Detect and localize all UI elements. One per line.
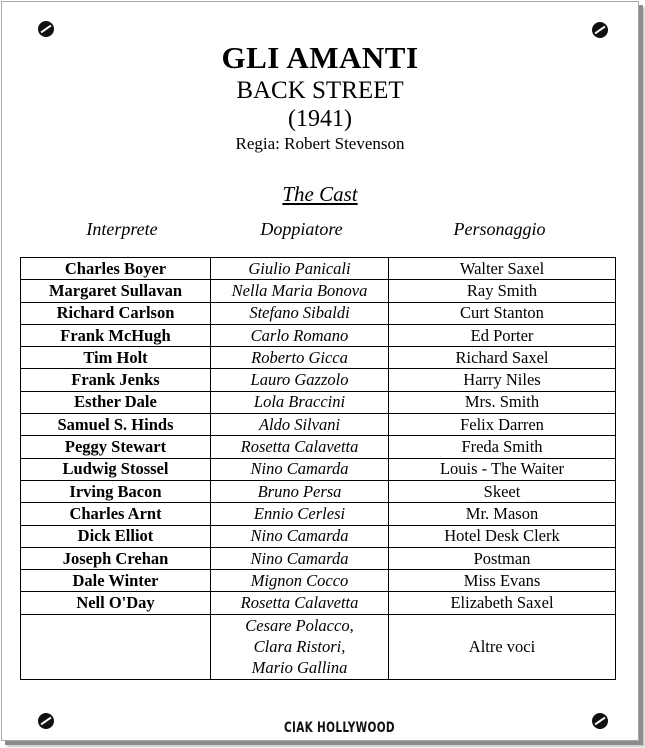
character-cell: Felix Darren bbox=[389, 414, 616, 436]
table-row bbox=[21, 458, 616, 480]
dubber-cell: Stefano Sibaldi bbox=[211, 302, 389, 324]
table-row bbox=[21, 280, 616, 302]
character-cell: Elizabeth Saxel bbox=[389, 592, 616, 614]
dubber-cell: Ennio Cerlesi bbox=[211, 503, 389, 525]
table-row-other-voices bbox=[21, 614, 616, 679]
character-cell: Skeet bbox=[389, 480, 616, 502]
screw-top-left-icon bbox=[38, 21, 54, 37]
film-year: (1941) bbox=[288, 106, 352, 132]
other-voices-actor-cell bbox=[21, 614, 211, 679]
table-row bbox=[21, 525, 616, 547]
dubber-cell: Giulio Panicali bbox=[211, 258, 389, 280]
character-cell: Curt Stanton bbox=[389, 302, 616, 324]
table-row bbox=[21, 302, 616, 324]
dubber-cell: Mignon Cocco bbox=[211, 570, 389, 592]
dubber-cell: Rosetta Calavetta bbox=[211, 592, 389, 614]
table-row bbox=[21, 570, 616, 592]
dubber-cell: Carlo Romano bbox=[211, 324, 389, 346]
actor-cell: Frank Jenks bbox=[21, 369, 211, 391]
other-voices-dubber: Cesare Polacco, bbox=[245, 616, 354, 636]
actor-cell: Samuel S. Hinds bbox=[21, 414, 211, 436]
actor-cell: Nell O'Day bbox=[21, 592, 211, 614]
table-row bbox=[21, 547, 616, 569]
cast-card bbox=[1, 1, 639, 741]
character-cell: Louis - The Waiter bbox=[389, 458, 616, 480]
director-credit: Regia: Robert Stevenson bbox=[235, 134, 405, 153]
actor-cell: Ludwig Stossel bbox=[21, 458, 211, 480]
actor-cell: Dick Elliot bbox=[21, 525, 211, 547]
column-header-actor: Interprete bbox=[86, 219, 158, 239]
character-cell: Freda Smith bbox=[389, 436, 616, 458]
table-row bbox=[21, 436, 616, 458]
film-title: GLI AMANTI bbox=[221, 40, 419, 75]
table-row bbox=[21, 369, 616, 391]
table-row bbox=[21, 391, 616, 413]
dubber-cell: Nella Maria Bonova bbox=[211, 280, 389, 302]
actor-cell: Tim Holt bbox=[21, 347, 211, 369]
actor-cell: Charles Arnt bbox=[21, 503, 211, 525]
dubber-cell: Nino Camarda bbox=[211, 458, 389, 480]
character-cell: Ed Porter bbox=[389, 324, 616, 346]
character-cell: Richard Saxel bbox=[389, 347, 616, 369]
other-voices-dubber: Mario Gallina bbox=[251, 658, 348, 678]
other-voices-dubbers-cell bbox=[211, 614, 389, 679]
screw-bottom-left-icon bbox=[38, 713, 54, 729]
table-row bbox=[21, 480, 616, 502]
table-row bbox=[21, 347, 616, 369]
dubber-cell: Nino Camarda bbox=[211, 525, 389, 547]
original-title: BACK STREET bbox=[236, 77, 404, 104]
table-row bbox=[21, 324, 616, 346]
screw-top-right-icon bbox=[592, 22, 608, 38]
actor-cell: Esther Dale bbox=[21, 391, 211, 413]
character-cell: Postman bbox=[389, 547, 616, 569]
column-header-character: Personaggio bbox=[453, 219, 546, 239]
actor-cell: Dale Winter bbox=[21, 570, 211, 592]
table-row bbox=[21, 414, 616, 436]
character-cell: Hotel Desk Clerk bbox=[389, 525, 616, 547]
character-cell: Mrs. Smith bbox=[389, 391, 616, 413]
cast-heading: The Cast bbox=[282, 182, 358, 206]
actor-cell: Richard Carlson bbox=[21, 302, 211, 324]
other-voices-dubber: Clara Ristori, bbox=[253, 637, 346, 657]
dubber-cell: Nino Camarda bbox=[211, 547, 389, 569]
actor-cell: Charles Boyer bbox=[21, 258, 211, 280]
actor-cell: Margaret Sullavan bbox=[21, 280, 211, 302]
dubber-cell: Rosetta Calavetta bbox=[211, 436, 389, 458]
dubber-cell: Lauro Gazzolo bbox=[211, 369, 389, 391]
character-cell: Ray Smith bbox=[389, 280, 616, 302]
dubber-cell: Lola Braccini bbox=[211, 391, 389, 413]
actor-cell: Irving Bacon bbox=[21, 480, 211, 502]
character-cell: Walter Saxel bbox=[389, 258, 616, 280]
character-cell: Miss Evans bbox=[389, 570, 616, 592]
table-row bbox=[21, 503, 616, 525]
cast-table bbox=[20, 257, 616, 680]
column-header-dubber: Doppiatore bbox=[260, 219, 343, 239]
screw-bottom-right-icon bbox=[592, 713, 608, 729]
character-cell: Harry Niles bbox=[389, 369, 616, 391]
table-row bbox=[21, 258, 616, 280]
actor-cell: Joseph Crehan bbox=[21, 547, 211, 569]
dubber-cell: Aldo Silvani bbox=[211, 414, 389, 436]
table-row bbox=[21, 592, 616, 614]
dubber-cell: Roberto Gicca bbox=[211, 347, 389, 369]
dubber-cell: Bruno Persa bbox=[211, 480, 389, 502]
actor-cell: Peggy Stewart bbox=[21, 436, 211, 458]
other-voices-character-cell: Altre voci bbox=[389, 614, 616, 679]
actor-cell: Frank McHugh bbox=[21, 324, 211, 346]
ciak-hollywood-logo: CIAK HOLLYWOOD bbox=[284, 720, 395, 737]
character-cell: Mr. Mason bbox=[389, 503, 616, 525]
